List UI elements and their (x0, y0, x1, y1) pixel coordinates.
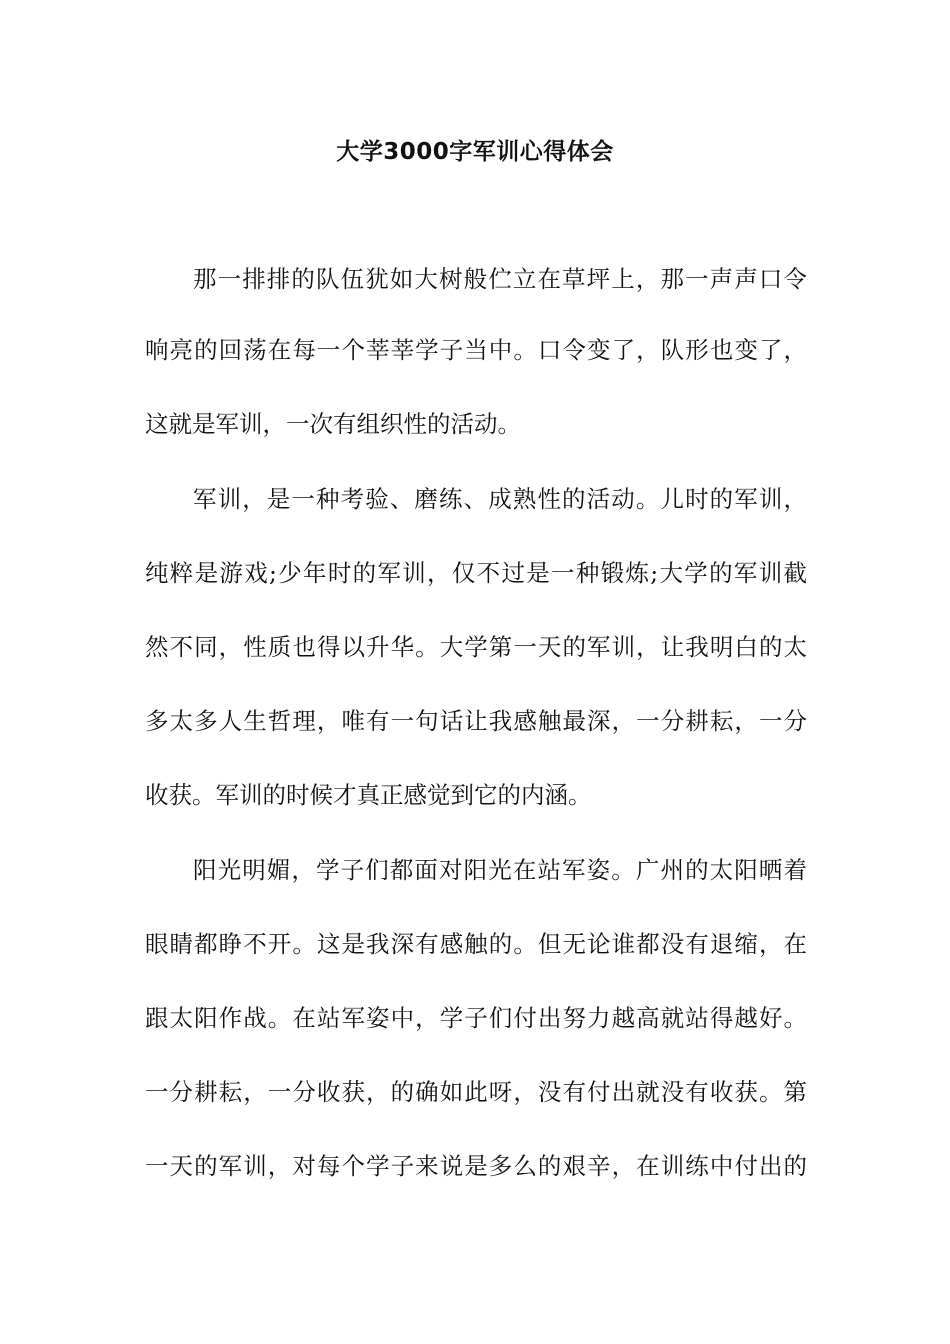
paragraph-2-line-2: 纯粹是游戏;少年时的军训，仅不过是一种锻炼;大学的军训截 (145, 559, 807, 587)
paragraph-3-line-3: 跟太阳作战。在站军姿中，学子们付出努力越高就站得越好。 (145, 1004, 807, 1032)
paragraph-2-line-4: 多太多人生哲理，唯有一句话让我感触最深，一分耕耘，一分 (145, 707, 807, 735)
paragraph-1-line-2: 响亮的回荡在每一个莘莘学子当中。口令变了，队形也变了， (145, 336, 807, 364)
paragraph-3-line-4: 一分耕耘，一分收获，的确如此呀，没有付出就没有收获。第 (145, 1078, 807, 1106)
paragraph-2-line-1: 军训，是一种考验、磨练、成熟性的活动。儿时的军训， (193, 485, 807, 513)
paragraph-2-line-5: 收获。军训的时候才真正感觉到它的内涵。 (145, 781, 592, 809)
paragraph-3-line-2: 眼睛都睁不开。这是我深有感触的。但无论谁都没有退缩，在 (145, 930, 807, 958)
paragraph-3-line-1: 阳光明媚，学子们都面对阳光在站军姿。广州的太阳晒着 (193, 856, 807, 884)
document-title: 大学3000字军训心得体会 (336, 139, 614, 165)
paragraph-2-line-3: 然不同，性质也得以升华。大学第一天的军训，让我明白的太 (145, 633, 807, 661)
paragraph-1-line-1: 那一排排的队伍犹如大树般伫立在草坪上，那一声声口令 (193, 265, 807, 293)
paragraph-1-line-3: 这就是军训，一次有组织性的活动。 (145, 410, 521, 438)
paragraph-3-line-5: 一天的军训，对每个学子来说是多么的艰辛，在训练中付出的 (145, 1152, 807, 1180)
